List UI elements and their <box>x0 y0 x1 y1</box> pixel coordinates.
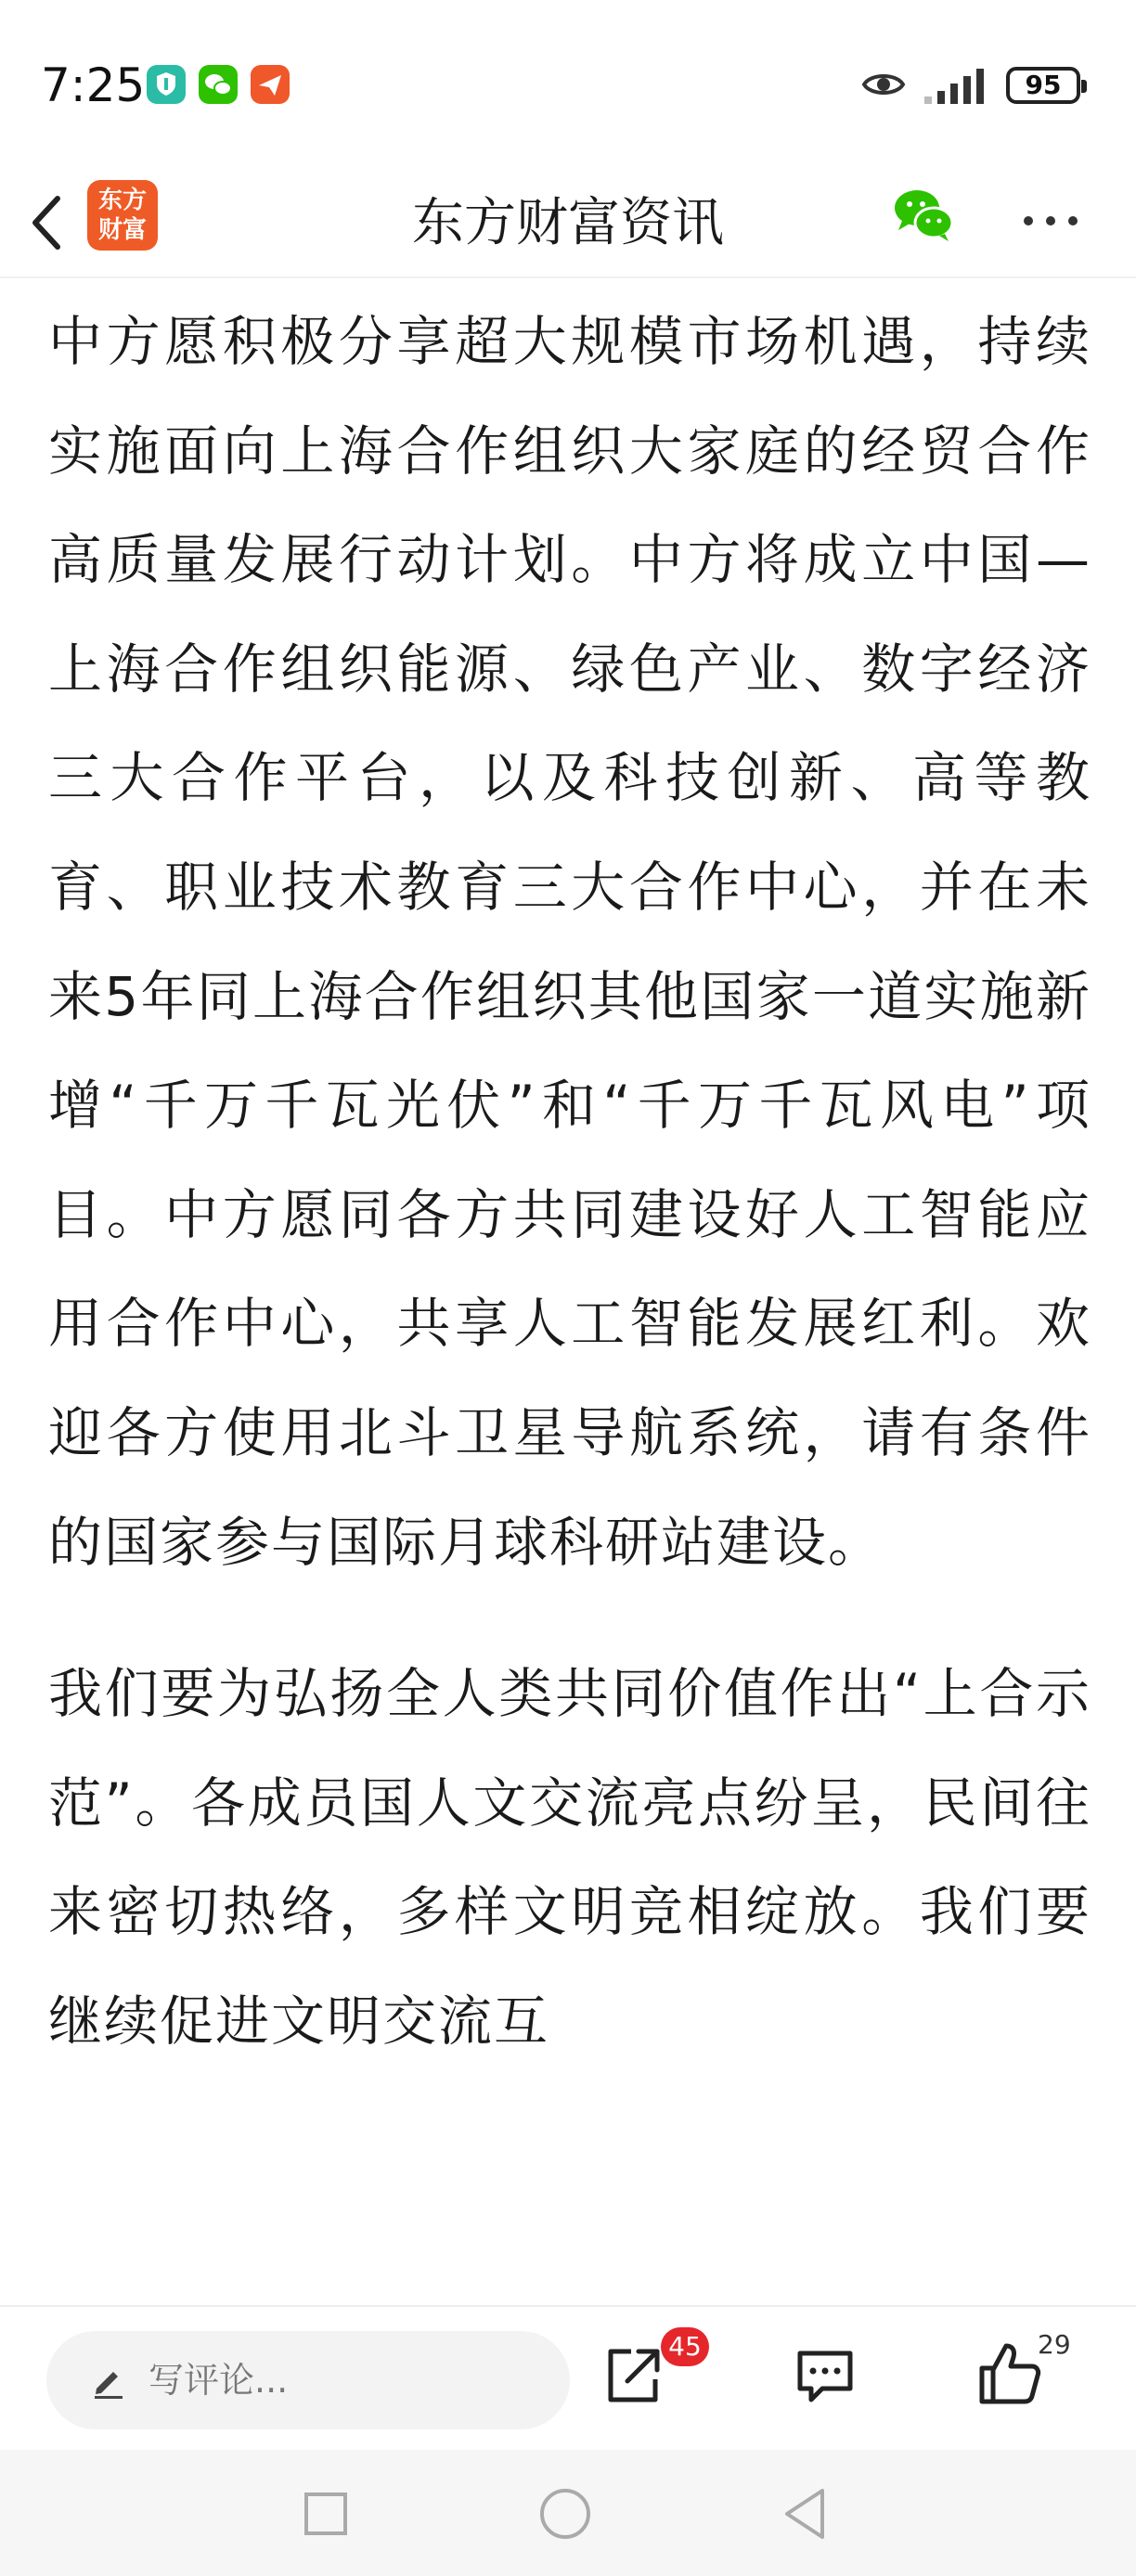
status-time: 7:25 <box>41 58 146 112</box>
page-title: 东方财富资讯 <box>412 193 724 253</box>
comment-input[interactable] <box>46 2331 570 2429</box>
article-paragraph: 我们要为弘扬全人类共同价值作出“上合示范”。各成员国人文交流亮点纷呈，民间往来密切热络，多样文明竞相绽放。我们要继续促进文明交流互 <box>48 1662 1091 2053</box>
app-header <box>0 167 1136 278</box>
comments-icon[interactable] <box>794 2348 856 2405</box>
recent-apps-icon[interactable] <box>303 2491 349 2537</box>
like-count: 29 <box>1038 2329 1071 2360</box>
nav-back-icon[interactable] <box>781 2487 828 2541</box>
thumbs-up-icon[interactable] <box>976 2340 1043 2407</box>
send-app-icon <box>251 65 290 104</box>
logo-line1: 东方 <box>97 187 147 214</box>
pen-icon <box>89 2361 128 2400</box>
wechat-app-icon <box>199 65 238 104</box>
system-nav-bar <box>0 2450 1136 2576</box>
article-body <box>48 288 1091 2305</box>
shield-app-icon <box>147 65 186 104</box>
back-button[interactable] <box>22 189 71 256</box>
wechat-share-icon[interactable] <box>889 182 960 249</box>
eye-icon <box>861 69 906 100</box>
signal-icon <box>923 65 995 106</box>
logo-line2: 财富 <box>97 216 147 244</box>
more-options-icon[interactable] <box>1017 195 1084 247</box>
share-count-badge: 45 <box>661 2327 709 2366</box>
battery-indicator: 95 <box>1006 67 1080 104</box>
share-icon[interactable] <box>601 2344 665 2407</box>
status-bar <box>0 0 1136 167</box>
article-paragraph: 中方愿积极分享超大规模市场机遇，持续实施面向上海合作组织大家庭的经贸合作高质量发展行动计划。中方将成立中国—上海合作组织能源、绿色产业、数字经济三大合作平台，以及科技创新、高等教育、职业技术教育三大合作中心，并在未来5年同上海合作组织其他国家一道实施新增“千万千瓦光伏”和“千万千瓦风电”项目。中方愿同各方共同建设好人工智能应用合作中心，共享人工智能发展红利。欢迎各方使用北斗卫星导航系统，请有条件的国家参与国际月球科研站建设。 <box>48 310 1091 1574</box>
bottom-action-bar <box>0 2305 1136 2450</box>
home-icon[interactable] <box>538 2487 592 2541</box>
eastmoney-logo[interactable] <box>87 180 158 251</box>
comment-placeholder: 写评论... <box>148 2360 289 2401</box>
